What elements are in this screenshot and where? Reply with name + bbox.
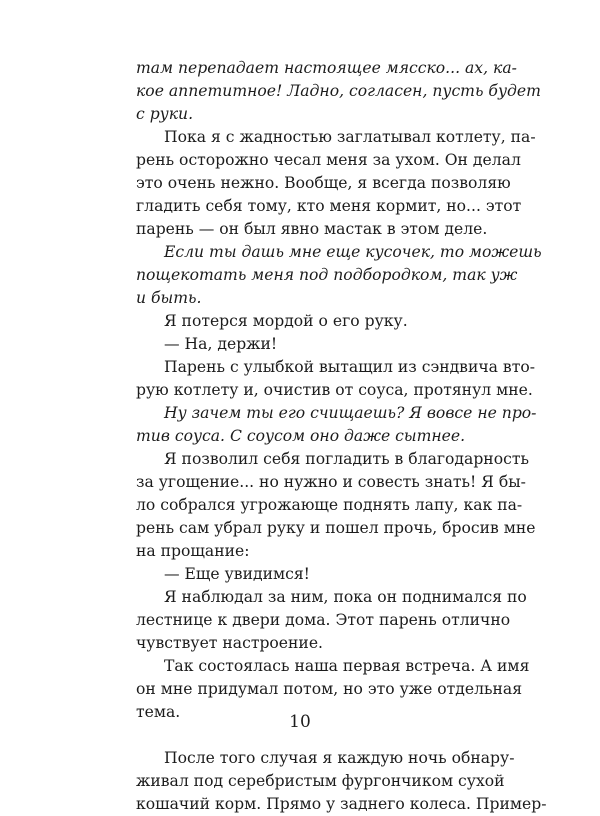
text-line: пощекотать меня под подбородком, так уж — [136, 266, 518, 284]
text-line: он мне придумал потом, но это уже отдельная — [136, 680, 523, 698]
page-number: 10 — [289, 712, 311, 732]
text-line: Пока я с жадностью заглатывал котлету, па- — [164, 128, 536, 146]
text-line: кошачий корм. Прямо у заднего колеса. Пример- — [136, 795, 547, 813]
text-line: — Еще увидимся! — [164, 565, 310, 583]
text-line: живал под серебристым фургончиком сухой — [136, 772, 505, 790]
text-line: там перепадает настоящее мясско... ах, ка- — [136, 59, 517, 77]
text-line: кое аппетитное! Ладно, согласен, пусть будет — [136, 82, 541, 100]
text-line: Парень с улыбкой вытащил из сэндвича вто- — [164, 358, 535, 376]
text-line: чувствует настроение. — [136, 634, 324, 652]
text-line: парень — он был явно мастак в этом деле. — [136, 220, 488, 238]
text-line: рую котлету и, очистив от соуса, протянул мне. — [136, 381, 533, 399]
text-line: После того случая я каждую ночь обнару- — [164, 749, 515, 767]
text-line: с руки. — [136, 105, 194, 123]
text-block — [136, 57, 547, 816]
text-line: и быть. — [136, 289, 202, 307]
text-line: рень сам убрал руку и пошел прочь, бросив мне — [136, 519, 536, 537]
text-line: — На, держи! — [164, 335, 278, 353]
text-line: Так состоялась наша первая встреча. А имя — [164, 657, 530, 675]
text-line: тема. — [136, 703, 181, 721]
text-line: на прощание: — [136, 542, 250, 560]
text-line: Ну зачем ты его счищаешь? Я вовсе не про- — [164, 404, 537, 422]
text-line: Я позволил себя погладить в благодарность — [164, 450, 529, 468]
text-line: ло собрался угрожающе поднять лапу, как па- — [136, 496, 523, 514]
text-line: рень осторожно чесал меня за ухом. Он делал — [136, 151, 521, 169]
text-line: тив соуса. С соусом оно даже сытнее. — [136, 427, 466, 445]
text-line: лестнице к двери дома. Этот парень отлично — [136, 611, 511, 629]
text-line: Если ты дашь мне еще кусочек, то можешь — [164, 243, 542, 261]
text-line: за угощение... но нужно и совесть знать! Я бы- — [136, 473, 526, 491]
text-line: это очень нежно. Вообще, я всегда позволяю — [136, 174, 511, 192]
text-line: Я наблюдал за ним, пока он поднимался по — [164, 588, 527, 606]
text-line: гладить себя тому, кто меня кормит, но... этот — [136, 197, 522, 215]
text-line: Я потерся мордой о его руку. — [164, 312, 408, 330]
